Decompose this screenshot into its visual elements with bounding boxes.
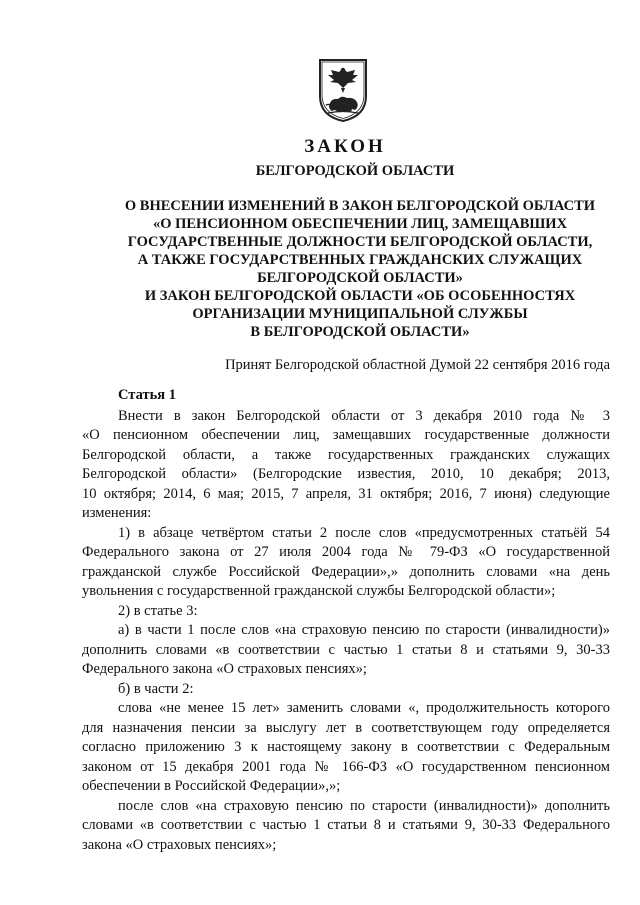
paragraph-line: увольнения с государственной гражданской службы Белгородской области»; [82,583,556,599]
heading-line: И ЗАКОН БЕЛГОРОДСКОЙ ОБЛАСТИ «ОБ ОСОБЕННОСТЯХ [144,288,576,304]
paragraph [118,602,610,622]
heading-line: А ТАКЖЕ ГОСУДАРСТВЕННЫХ ГРАЖДАНСКИХ СЛУЖАЩИХ [137,252,583,268]
paragraph-line: 2) в статье 3: [118,602,198,619]
paragraph-line: гражданской службе Российской Федерации»,» дополнить словами «на день [82,563,610,580]
paragraph-line: согласно приложению 3 к настоящему закону в соответствии с Федеральным [82,739,610,755]
paragraph [118,680,610,700]
paragraph-line: 1) в абзаце четвёртом статьи 2 после слов «предусмотренных статьёй 54 [118,524,610,541]
heading-line: ОРГАНИЗАЦИИ МУНИЦИПАЛЬНОЙ СЛУЖБЫ [192,306,528,322]
heading-line: В БЕЛГОРОДСКОЙ ОБЛАСТИ» [250,324,470,340]
paragraph-line: «О пенсионном обеспечении лиц, замещавших государственные должности [82,427,610,443]
paragraph-line: слова «не менее 15 лет» заменить словами «, продолжительность которого [118,700,610,716]
article-body [82,386,610,855]
law-heading [90,197,630,341]
heading-line: О ВНЕСЕНИИ ИЗМЕНЕНИЙ В ЗАКОН БЕЛГОРОДСКОЙ ОБЛАСТИ [124,198,596,214]
paragraph-line: б) в части 2: [118,680,194,697]
paragraph-line: Белгородской области» (Белгородские известия, 2010, 10 декабря; 2013, [82,466,610,482]
paragraph-line: Федерального закона от 27 июля 2004 года № 79-ФЗ «О государственной [82,544,610,560]
heading-line: «О ПЕНСИОННОМ ОБЕСПЕЧЕНИИ ЛИЦ, ЗАМЕЩАВШИХ [152,216,568,232]
heading-line: ГОСУДАРСТВЕННЫЕ ДОЛЖНОСТИ БЕЛГОРОДСКОЙ ОБЛАСТИ, [127,234,593,250]
paragraph-line: дополнить словами «в соответствии с частью 1 статьи 8 и статьями 9, 30-33 [82,641,610,658]
paragraph-line: обеспечении в Российской Федерации»,»; [82,778,341,794]
adoption-note: Принят Белгородской областной Думой 22 сентября 2016 года [225,357,610,373]
paragraph-line: после слов «на страховую пенсию по старости (инвалидности)» дополнить [118,797,610,814]
law-title: ЗАКОН [304,136,386,157]
law-region: БЕЛГОРОДСКОЙ ОБЛАСТИ [255,163,455,179]
heading-line: БЕЛГОРОДСКОЙ ОБЛАСТИ» [257,270,463,286]
paragraph [82,699,610,797]
paragraph-line: 10 октября; 2014, 6 мая; 2015, 7 апреля, 31 октября; 2016, 7 июня) следующие [82,485,610,502]
article-title: Статья 1 [118,387,176,403]
paragraph [82,524,610,602]
paragraph-line: для назначения пенсии за выслугу лет в соответствующем году определяется [82,719,610,736]
paragraph-line: а) в части 1 после слов «на страховую пенсию по старости (инвалидности)» [118,622,610,638]
paragraph-line: Федерального закона «О страховых пенсиях»; [82,661,367,677]
paragraph [82,407,610,524]
paragraph [82,621,610,680]
paragraph-line: словами «в соответствии с частью 1 статьи 8 и статьями 9, 30-33 Федерального [82,817,610,833]
paragraph-line: закона «О страховых пенсиях»; [82,836,277,853]
paragraph [82,797,610,856]
coat-of-arms-icon [318,58,368,123]
paragraph-line: Внести в закон Белгородской области от 3 декабря 2010 года № 3 [118,407,610,424]
paragraph-line: изменения: [82,505,152,521]
paragraph-line: Белгородской области, а также государственных гражданских служащих [82,446,610,463]
paragraph-line: законом от 15 декабря 2001 года № 166-ФЗ «О государственном пенсионном [82,758,610,775]
